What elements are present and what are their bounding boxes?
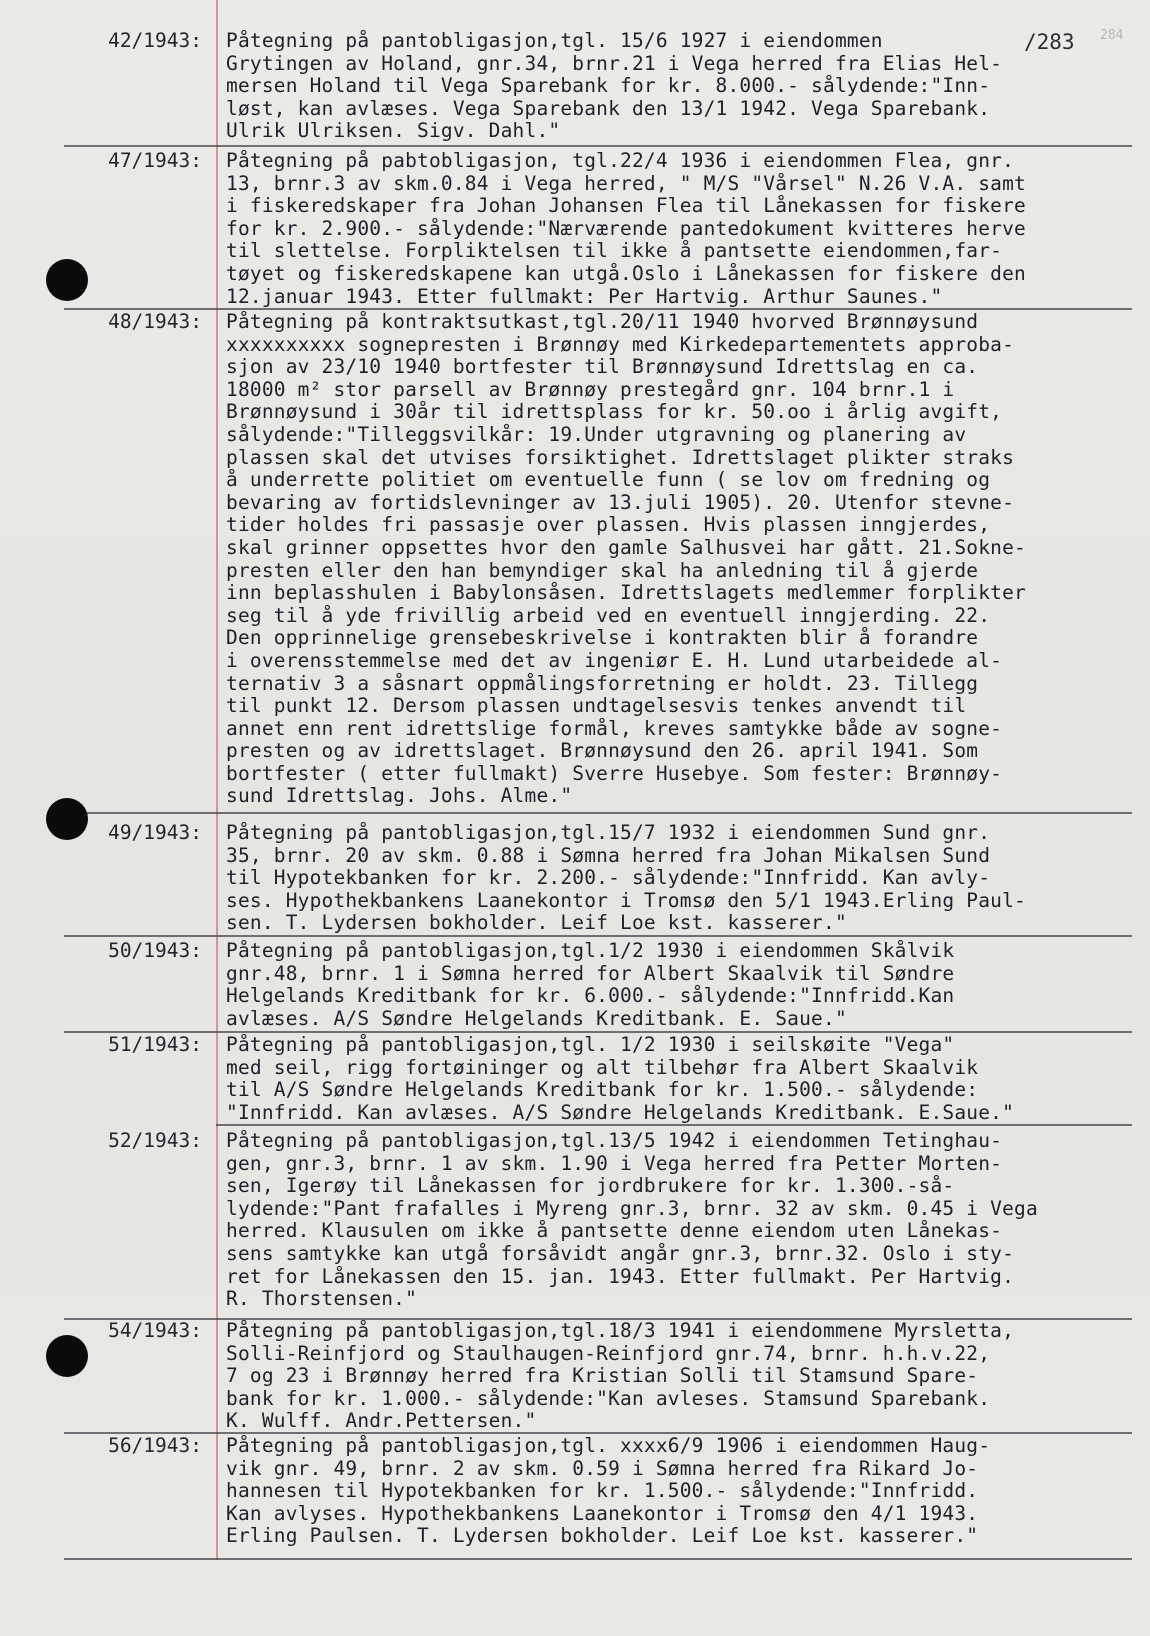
entry-text: Påtegning på pantobligasjon,tgl.18/3 1941 i eiendommene Myrsletta, Solli-Reinfjord og Staulhaugen-Reinfjord gnr.74, brnr. h.h.v.22, 7 og 23 i Brønnøy herred fra Kristian Solli til Stamsund Spare- bank for kr. 1.000.- sålydende:"Kan avleses. Stamsund Sparebank. K. Wulff. Andr.Pettersen." [226,1319,1015,1433]
entry-number: 52/1943: [108,1129,202,1152]
entry-number: 50/1943: [108,939,202,962]
entry-text: Påtegning på pantobligasjon,tgl.13/5 1942 i eiendommen Tetinghau- gen, gnr.3, brnr. 1 av skm. 1.90 i Vega herred fra Petter Morten- sen, Igerøy til Lånekassen for jordbrukere for kr. 1.300.-så- lydende:"Pant frafalles i Myreng gnr.3, brnr. 32 av skm. 0.45 i Vega herred. Klausulen om ikke å pantsette denne eiendom uten Lånekas- sens samtykke kan utgå forsåvidt angår gnr.3, brnr.32. Oslo i sty- ret for Lånekassen den 15. jan. 1943. Etter fullmakt. Per Hartvig. R. Thorstensen." [226,1129,1038,1311]
entry-number: 56/1943: [108,1434,202,1457]
entry-number: 51/1943: [108,1033,202,1056]
punch-hole [46,798,88,840]
entry-number: 42/1943: [108,29,202,52]
entry-text: Påtegning på pantobligasjon,tgl. 15/6 1927 i eiendommen Grytingen av Holand, gnr.34, brnr.21 i Vega herred fra Elias Hel- mersen Holand til Vega Sparebank for kr. 8.000.- sålydende:"Inn- løst, kan avlæses. Vega Sparebank den 13/1 1942. Vega Sparebank. Ulrik Ulriksen. Sigv. Dahl." [226,29,1003,143]
entry-text: Påtegning på pantobligasjon,tgl.15/7 1932 i eiendommen Sund gnr. 35, brnr. 20 av skm. 0.88 i Sømna herred fra Johan Mikalsen Sund til Hypotekbanken for kr. 2.200.- sålydende:"Innfridd. Kan avly- ses. Hypothekbankens Laanekontor i Tromsø den 5/1 1943.Erling Paul- sen. T. Lydersen bokholder. Leif Loe kst. kasserer." [226,821,1026,935]
faint-corner-number: 284 [1100,28,1124,43]
entry-number: 54/1943: [108,1319,202,1342]
entry-number: 47/1943: [108,149,202,172]
entry-text: Påtegning på pantobligasjon,tgl.1/2 1930 i eiendommen Skålvik gnr.48, brnr. 1 i Sømna herred for Albert Skaalvik til Søndre Helgelands Kreditbank for kr. 6.000.- sålydende:"Innfridd.Kan avlæses. A/S Søndre Helgelands Kreditbank. E. Saue." [226,939,955,1030]
entry-divider [64,1558,1132,1560]
entry-number: 48/1943: [108,310,202,333]
punch-hole [46,1335,88,1377]
entry-number: 49/1943: [108,821,202,844]
entry-divider [64,935,1132,937]
punch-hole [46,259,88,301]
page-reference: /283 [1024,30,1075,54]
entry-text: Påtegning på pabtobligasjon, tgl.22/4 1936 i eiendommen Flea, gnr. 13, brnr.3 av skm.0.84 i Vega herred, " M/S "Vårsel" N.26 V.A. samt i fiskeredskaper fra Johan Johansen Flea til Lånekassen for fiskere for kr. 2.900.- sålydende:"Nærværende pantedokument kvitteres herve til slettelse. Forpliktelsen til ikke å pantsette eiendommen,far- tøyet og fiskeredskapene kan utgå.Oslo i Lånekassen for fiskere den 12.januar 1943. Etter fullmakt: Per Hartvig. Arthur Saunes." [226,149,1026,308]
margin-rule [216,0,218,1560]
entry-text: Påtegning på pantobligasjon,tgl. xxxx6/9 1906 i eiendommen Haug- vik gnr. 49, brnr. 2 av skm. 0.59 i Sømna herred fra Rikard Jo- hannesen til Hypotekbanken for kr. 1.500.- sålydende:"Innfridd. Kan avlyses. Hypothekbankens Laanekontor i Tromsø den 4/1 1943. Erling Paulsen. T. Lydersen bokholder. Leif Loe kst. kasserer." [226,1434,991,1548]
entry-text: Påtegning på pantobligasjon,tgl. 1/2 1930 i seilskøite "Vega" med seil, rigg fortøininger og alt tilbehør fra Albert Skaalvik til A/S Søndre Helgelands Kreditbank for kr. 1.500.- sålydende: "Innfridd. Kan avlæses. A/S Søndre Helgelands Kreditbank. E.Saue." [226,1033,1015,1124]
entry-divider [64,812,1132,814]
entry-divider [64,145,1132,147]
entry-divider [216,1124,1132,1126]
entry-text: Påtegning på kontraktsutkast,tgl.20/11 1940 hvorved Brønnøysund xxxxxxxxxx sognepresten i Brønnøy med Kirkedepartementets approba- sjon av 23/10 1940 bortfester til Brønnøysund Idrettslag en ca. 18000 m² stor parsell av Brønnøy prestegård gnr. 104 brnr.1 i Brønnøysund i 30år til idrettsplass for kr. 50.oo i årlig avgift, sålydende:"Tilleggsvilkår: 19.Under utgravning og planering av plassen skal det utvises forsiktighet. Idrettslaget plikter straks å underrette politiet om eventuelle funn ( se lov om fredning og bevaring av fortidslevninger av 13.juli 1905). 20. Utenfor stevne- tider holdes fri passasje over plassen. Hvis plassen inngjerdes, skal grinner oppsettes hvor den gamle Salhusvei har gått. 21.Sokne- presten eller den han bemyndiger skal ha anledning til å gjerde inn beplasshulen i Babylonsåsen. Idrettslagets medlemmer forplikter seg til å yde frivillig arbeid ved en eventuell inngjerding. 22. Den opprinnelige grensebeskrivelse i kontrakten blir å forandre i overensstemmelse med det av ingeniør E. H. Lund utarbeidede al- ternativ 3 a såsnart oppmålingsforretning er holdt. 23. Tillegg til punkt 12. Dersom plassen undtagelsesvis tenkes anvendt til annet enn rent idrettslige formål, kreves samtykke både av sogne- presten og av idrettslaget. Brønnøysund den 26. april 1941. Som bortfester ( etter fullmakt) Sverre Husebye. Som fester: Brønnøy- sund Idrettslag. Johs. Alme." [226,310,1026,808]
